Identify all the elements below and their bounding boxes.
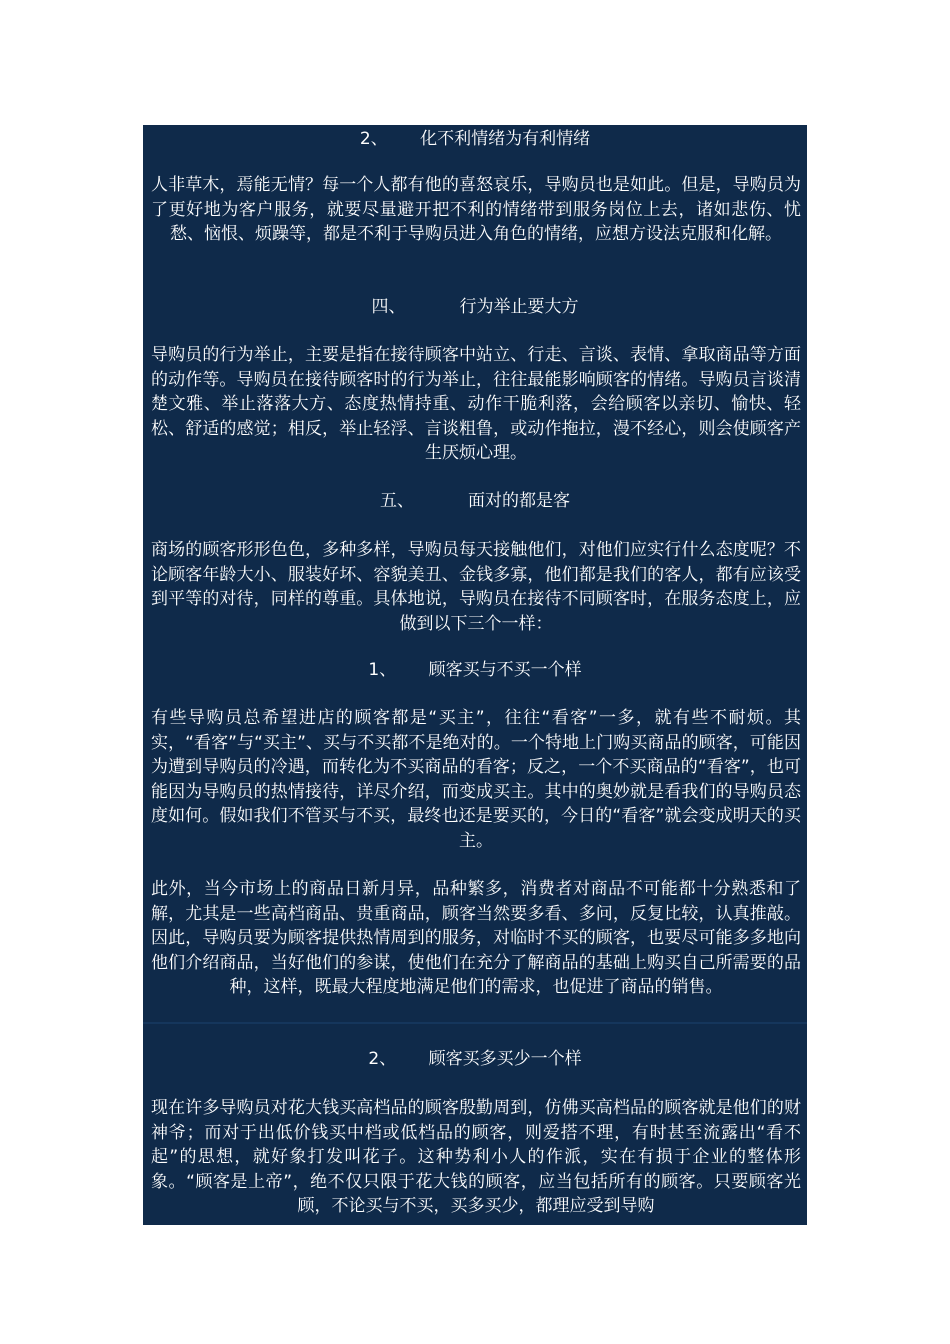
paragraph: 此外，当今市场上的商品日新月异，品种繁多，消费者对商品不可能都十分熟悉和了解，尤其是一些高档商品、贵重商品，顾客当然要多看、多问，反复比较，认真推敲。因此，导购员要为顾客提供热情周到的服务，对临时不买的顾客，也要尽可能多多地向他们介绍商品，当好他们的参谋，使他们在充分了解商品的基础上购买自己所需要的品种，这样，既最大程度地满足他们的需求，也促进了商品的销售。 <box>151 879 801 997</box>
section-heading: 2、 化不利情绪为有利情绪 <box>359 129 591 149</box>
document-panel <box>143 125 807 1225</box>
section-heading: 五、 面对的都是客 <box>379 491 571 511</box>
paragraph: 有些导购员总希望进店的顾客都是“买主”，往往“看客”一多，就有些不耐烦。其实，“看客”与“买主”、买与不买都不是绝对的。一个特地上门购买商品的顾客，可能因为遭到导购员的冷遇，而转化为不买商品的看客；反之，一个不买商品的“看客”，也可能因为导购员的热情接待，详尽介绍，而变成买主。其中的奥妙就是看我们的导购员态度如何。假如我们不管买与不买，最终也还是要买的，今日的“看客”就会变成明天的买主。 <box>151 708 801 851</box>
paragraph: 人非草木，焉能无情？每一个人都有他的喜怒哀乐，导购员也是如此。但是，导购员为了更好地为客户服务，就要尽量避开把不利的情绪带到服务岗位上去，诸如悲伤、忧愁、恼恨、烦躁等，都是不利于导购员进入角色的情绪，应想方设法克服和化解。 <box>151 175 801 244</box>
section-divider <box>143 1022 807 1024</box>
section-heading: 四、 行为举止要大方 <box>371 297 579 317</box>
section-heading: 2、 顾客买多买少一个样 <box>368 1049 582 1069</box>
paragraph: 导购员的行为举止，主要是指在接待顾客中站立、行走、言谈、表情、拿取商品等方面的动作等。导购员在接待顾客时的行为举止，往往最能影响顾客的情绪。导购员言谈清楚文雅、举止落落大方、态度热情持重、动作干脆利落，会给顾客以亲切、愉快、轻松、舒适的感觉；相反，举止轻浮、言谈粗鲁，或动作拖拉，漫不经心，则会使顾客产生厌烦心理。 <box>151 345 801 463</box>
section-heading: 1、 顾客买与不买一个样 <box>368 660 582 680</box>
paragraph: 商场的顾客形形色色，多种多样，导购员每天接触他们，对他们应实行什么态度呢？不论顾客年龄大小、服装好坏、容貌美丑、金钱多寡，他们都是我们的客人，都有应该受到平等的对待，同样的尊重。具体地说，导购员在接待不同顾客时，在服务态度上，应做到以下三个一样： <box>151 540 801 634</box>
paragraph: 现在许多导购员对花大钱买高档品的顾客殷勤周到，仿佛买高档品的顾客就是他们的财神爷；而对于出低价钱买中档或低档品的顾客，则爱搭不理，有时甚至流露出“看不起”的思想，就好象打发叫花子。这种势利小人的作派，实在有损于企业的整体形象。“顾客是上帝”，绝不仅只限于花大钱的顾客，应当包括所有的顾客。只要顾客光顾，不论买与不买，买多买少，都理应受到导购 <box>151 1098 801 1216</box>
